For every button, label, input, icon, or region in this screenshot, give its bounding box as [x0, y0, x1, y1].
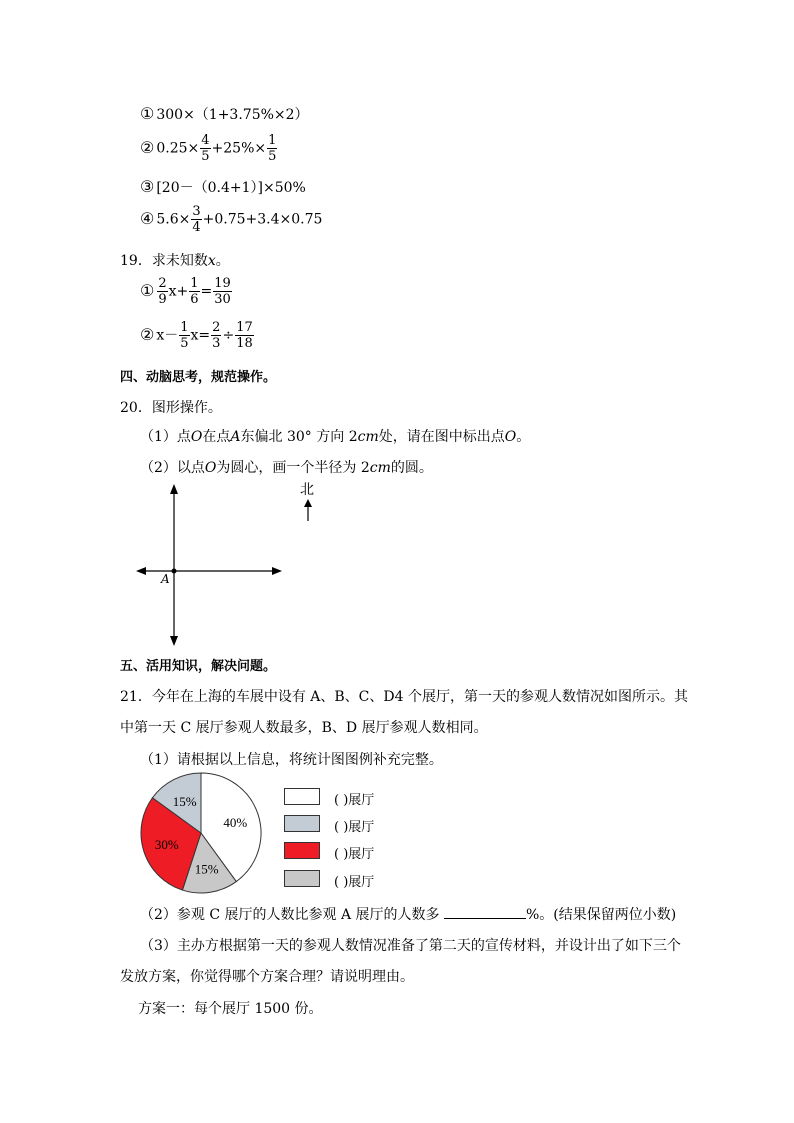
point-a-label: A	[161, 572, 170, 586]
q18-item3	[140, 177, 306, 197]
legend-label-2[interactable]: ( )展厅	[334, 847, 375, 862]
legend-swatch-2	[284, 842, 320, 859]
fraction: $\frac{1}{5}$	[268, 133, 277, 164]
q18-item4-mark: ④	[140, 208, 155, 228]
q19-title: 19．求未知数x。	[120, 253, 230, 269]
fraction: $\frac{2}{9}$	[158, 276, 167, 307]
q21-part2: （2）参观 C 展厅的人数比参观 A 展厅的人数多 %。(结果保留两位小数)	[140, 907, 677, 923]
pie-slice-label-1: 15%	[194, 861, 219, 877]
q20-part1: （1）点O在点A东偏北 30° 方向 2cm处，请在图中标出点O。	[140, 429, 531, 445]
q18-item4-pre: 5.6×	[156, 211, 191, 228]
legend-label-3[interactable]: ( )展厅	[334, 875, 375, 890]
legend-swatch-3	[284, 870, 320, 887]
fraction: $\frac{2}{3}$	[212, 320, 221, 351]
legend-swatch-1	[284, 815, 320, 832]
north-label: 北	[300, 482, 314, 498]
q21-line1: 21．今年在上海的车展中设有 A、B、C、D4 个展厅，第一天的参观人数情况如图所示。其	[120, 689, 688, 705]
q19-item1: ① $\frac{2}{9}$ x+ $\frac{1}{6}$ = $\frac{19}{30}$	[140, 276, 231, 307]
fraction: $\frac{1}{5}$	[180, 320, 189, 351]
q18-item2-mid: +25%×	[211, 140, 267, 157]
fraction: $\frac{4}{5}$	[201, 133, 210, 164]
fraction: $\frac{19}{30}$	[214, 276, 231, 307]
q18-item4-post: +0.75+3.4×0.75	[202, 211, 323, 228]
legend-label-0[interactable]: ( )展厅	[334, 793, 375, 808]
pie-slice-label-3: 15%	[172, 793, 197, 809]
q18-item3-expr: [20－（0.4+1）]×50%	[156, 180, 306, 196]
q21-part1: （1）请根据以上信息，将统计图图例补充完整。	[140, 752, 443, 768]
point-a	[172, 569, 177, 574]
answer-blank[interactable]	[444, 906, 526, 919]
pie-slice-label-0: 40%	[223, 814, 248, 830]
q18-item3-mark: ③	[140, 177, 155, 196]
pie-slice-label-2: 30%	[154, 837, 179, 853]
q18-item1	[140, 104, 309, 124]
fraction: $\frac{1}{6}$	[190, 276, 199, 307]
q20-axes-figure	[130, 480, 290, 650]
q21-part3-line2: 发放方案，你觉得哪个方案合理？请说明理由。	[120, 969, 414, 985]
q21-part3-line1: （3）主办方根据第一天的参观人数情况准备了第二天的宣传材料，并设计出了如下三个	[140, 938, 681, 954]
q20-title: 20．图形操作。	[120, 400, 222, 416]
legend-label-1[interactable]: ( )展厅	[334, 820, 375, 835]
q21-plan1: 方案一：每个展厅 1500 份。	[138, 1001, 323, 1017]
pie-chart	[134, 766, 268, 900]
q18-item1-expr: 300×（1+3.75%×2）	[156, 107, 309, 123]
q18-item4	[140, 204, 322, 235]
legend-swatch-0	[284, 788, 320, 805]
north-arrow-icon	[302, 498, 314, 522]
q18-item2-mark: ②	[140, 137, 155, 157]
q21-line2: 中第一天 C 展厅参观人数最多，B、D 展厅参观人数相同。	[120, 720, 488, 736]
q18-item2	[140, 133, 278, 164]
section-4-heading: 四、动脑思考，规范操作。	[120, 370, 277, 385]
fraction: $\frac{3}{4}$	[192, 204, 201, 235]
q18-item2-pre: 0.25×	[156, 140, 200, 157]
q20-part2: （2）以点O为圆心，画一个半径为 2cm的圆。	[140, 460, 433, 476]
section-5-heading: 五、活用知识，解决问题。	[120, 659, 277, 674]
q19-item2: ② x－ $\frac{1}{5}$ x= $\frac{2}{3}$ ÷ $\frac{17}{18}$	[140, 320, 253, 351]
q18-item1-mark: ①	[140, 104, 155, 123]
fraction: $\frac{17}{18}$	[236, 320, 253, 351]
